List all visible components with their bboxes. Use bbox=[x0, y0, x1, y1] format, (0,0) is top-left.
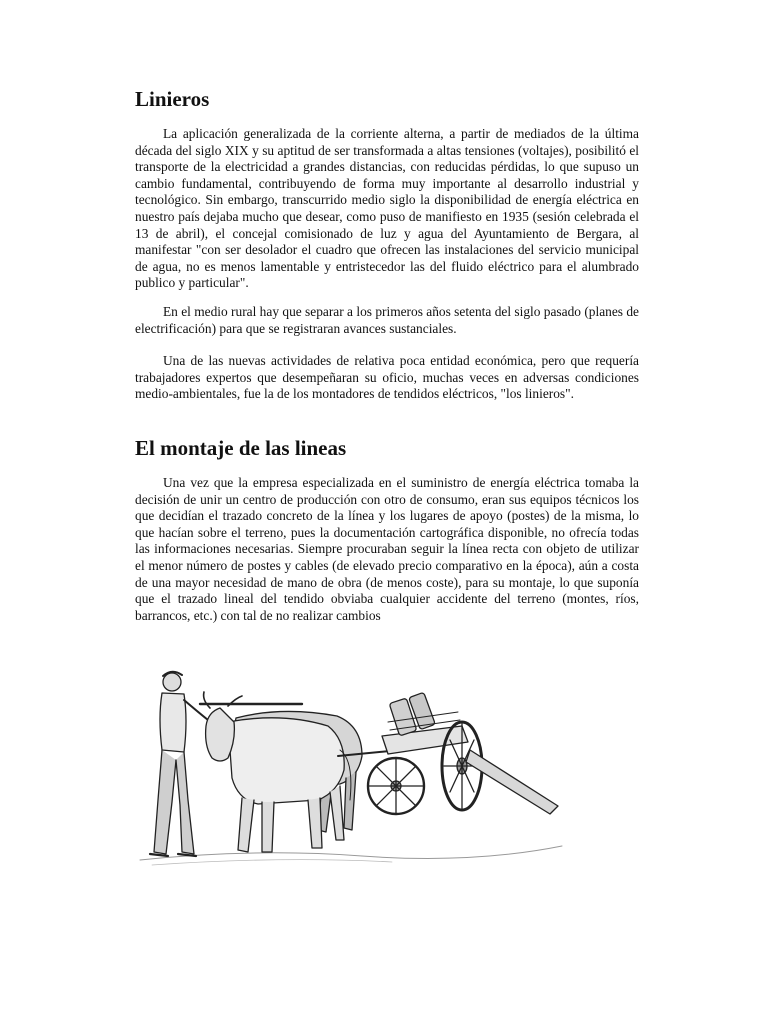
paragraph-linieros-actividad: Una de las nuevas actividades de relativa poca entidad económica, pero que requería trabajadores expertos que desempeñaran su oficio, muchas veces en adversas condiciones medio-ambientales, fue la de los montadores de tendidos eléctricos, "los linieros". bbox=[135, 353, 639, 402]
section-heading-montaje: El montaje de las lineas bbox=[135, 436, 347, 460]
paragraph-corriente-alterna: La aplicación generalizada de la corriente alterna, a partir de mediados de la última década del siglo XIX y su aptitud de ser transformada a altas tensiones (voltajes), posibilitó el transporte de la electricidad a grandes distancias, con reducidas pérdidas, lo que supuso un cambio fundamental, contribuyendo de forma muy importante al desarrollo industrial y tecnológico. Sin embargo, transcurrido medio siglo la disponibilidad de energía eléctrica en nuestro país dejaba mucho que desear, como puso de manifiesto en 1935 (sesión celebrada el 13 de abril), el concejal comisionado de luz y agua del Ayuntamiento de Bergara, al manifestar "con ser desolador el cuadro que ofrecen las instalaciones del servicio municipal de agua, no es menos lamentable y entristecedor las del fluido eléctrico para el alumbrado publico y particular". bbox=[135, 126, 639, 291]
paragraph-montaje-lineas: Una vez que la empresa especializada en el suministro de energía eléctrica tomaba la decisión de unir un centro de producción con otro de consumo, eran sus equipos técnicos los que decidían el trazado concreto de la línea y los lugares de apoyo (postes) de la misma, lo que hacían sobre el terreno, pues la documentación cartográfica disponible, no ofrecía todas las informaciones necesarias. Siempre procuraban seguir la línea recta con objeto de utilizar el menor número de postes y cables (de elevado precio comparativo en la época), aún a costa de una mayor necesidad de mano de obra (de menos coste), para su montaje, lo que suponía que el trazado lineal del tendido obviaba cualquier accidente del terreno (montes, ríos, barrancos, etc.) con tal de no realizar cambios bbox=[135, 475, 639, 623]
section-heading-linieros: Linieros bbox=[135, 87, 210, 111]
paragraph-medio-rural: En el medio rural hay que separar a los primeros años setenta del siglo pasado (planes de electrificación) para que se registraran avances sustanciales. bbox=[135, 304, 639, 336]
oxen-cart-drawing-icon bbox=[132, 660, 564, 880]
